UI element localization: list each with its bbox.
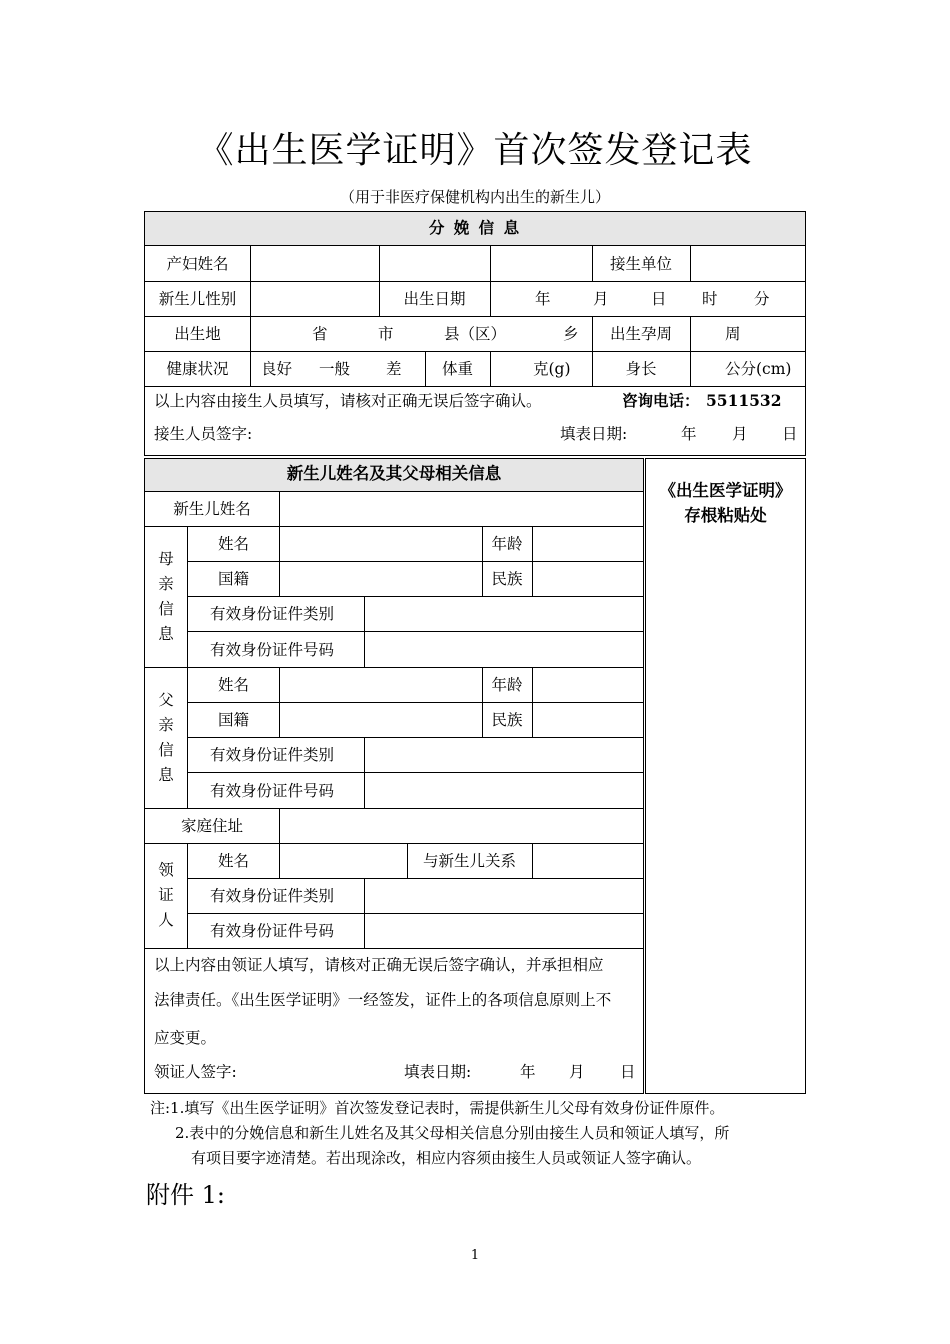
height-unit: 公分(cm) (725, 360, 792, 378)
newborn-header: 新生儿姓名及其父母相关信息 (286, 464, 502, 483)
father-name-input[interactable] (281, 669, 481, 701)
hotline-label: 咨询电话： (622, 391, 700, 410)
note-line3: 有项目要字迹清楚。若出现涂改，相应内容须由接生人员或领证人签字确认。 (191, 1149, 702, 1167)
claimant-relation-label: 与新生儿关系 (422, 852, 516, 870)
weight-unit: 克(g) (533, 360, 571, 378)
note-line1: 注:1.填写《出生医学证明》首次签发登记表时，需提供新生儿父母有效身份证件原件。 (150, 1099, 725, 1117)
gestation-label: 出生孕周 (609, 325, 672, 343)
weight-label: 体重 (441, 360, 473, 378)
city-unit: 市 (378, 325, 394, 343)
delivery-unit-field[interactable] (692, 247, 804, 279)
delivery-fill-month: 月 (732, 425, 748, 443)
province-unit: 省 (312, 325, 328, 343)
note-line2: 2.表中的分娩信息和新生儿姓名及其父母相关信息分别由接生人员和领证人填写，所 (175, 1124, 730, 1142)
birthplace-label: 出生地 (174, 325, 221, 343)
claimant-fill-date-label: 填表日期: (404, 1063, 472, 1081)
claimant-sign-label: 领证人签字: (154, 1063, 237, 1081)
father-id-number-label: 有效身份证件号码 (210, 782, 335, 800)
mother-name-field-extra[interactable] (381, 247, 489, 279)
birth-minute-unit: 分 (754, 290, 770, 308)
hotline-number: 5511532 (706, 391, 782, 410)
father-age-label: 年龄 (491, 676, 523, 694)
gestation-unit: 周 (725, 325, 741, 343)
mother-id-number-input[interactable] (366, 633, 642, 665)
mother-name-field-extra2[interactable] (492, 247, 591, 279)
township-unit: 乡 (563, 325, 579, 343)
stub-box (645, 458, 806, 1094)
newborn-name-label: 新生儿姓名 (173, 500, 251, 518)
birth-day-unit: 日 (651, 290, 667, 308)
father-ethnicity-input[interactable] (534, 704, 642, 736)
father-id-type-label: 有效身份证件类别 (210, 746, 335, 764)
mother-nationality-input[interactable] (281, 563, 481, 595)
health-fair-option[interactable]: 一般 (319, 360, 351, 378)
delivery-confirm-note: 以上内容由接生人员填写，请核对正确无误后签字确认。 (154, 392, 542, 410)
claimant-note-line1: 以上内容由领证人填写，请核对正确无误后签字确认，并承担相应 (154, 956, 604, 974)
father-info-side-label: 父亲信息 (158, 691, 174, 784)
health-poor-option[interactable]: 差 (386, 360, 402, 378)
stub-title-line2: 存根粘贴处 (684, 506, 767, 525)
claimant-fill-year: 年 (520, 1063, 536, 1081)
page-number: 1 (470, 1248, 480, 1263)
mother-name-label: 产妇姓名 (166, 255, 229, 273)
claimant-name-input[interactable] (281, 845, 406, 877)
newborn-name-field[interactable] (281, 493, 642, 525)
claimant-id-type-input[interactable] (366, 880, 642, 912)
delivery-header: 分 娩 信 息 (428, 219, 522, 237)
birth-date-label: 出生日期 (403, 290, 466, 308)
mother-id-type-input[interactable] (366, 598, 642, 630)
father-id-number-input[interactable] (366, 774, 642, 806)
delivery-signer-label: 接生人员签字: (154, 425, 253, 443)
page-subtitle: （用于非医疗保健机构内出生的新生儿） (339, 188, 610, 206)
claimant-note-line2: 法律责任。《出生医学证明》一经签发，证件上的各项信息原则上不 (154, 991, 612, 1009)
father-name-label: 姓名 (218, 676, 250, 694)
baby-sex-field[interactable] (252, 283, 378, 315)
mother-info-side-label: 母亲信息 (158, 550, 174, 643)
birth-hour-unit: 时 (702, 290, 718, 308)
mother-age-input[interactable] (534, 528, 642, 560)
mother-age-label: 年龄 (491, 535, 523, 553)
father-ethnicity-label: 民族 (491, 711, 523, 729)
father-nationality-input[interactable] (281, 704, 481, 736)
claimant-relation-input[interactable] (534, 845, 642, 877)
page-title: 《出生医学证明》首次签发登记表 (197, 130, 753, 171)
claimant-side-label: 领证人 (158, 861, 174, 929)
health-good-option[interactable]: 良好 (261, 360, 293, 378)
attachment-label: 附件 1: (146, 1181, 225, 1209)
delivery-fill-date-label: 填表日期: (560, 425, 628, 443)
mother-name-field[interactable] (252, 247, 378, 279)
birth-month-unit: 月 (593, 290, 609, 308)
father-id-type-input[interactable] (366, 739, 642, 771)
delivery-fill-day: 日 (782, 425, 798, 443)
county-unit: 县（区） (444, 325, 507, 343)
claimant-id-type-label: 有效身份证件类别 (210, 887, 335, 905)
claimant-name-label: 姓名 (218, 852, 250, 870)
mother-name-input[interactable] (281, 528, 481, 560)
health-label: 健康状况 (166, 360, 229, 378)
mother-id-number-label: 有效身份证件号码 (210, 641, 335, 659)
mother-ethnicity-input[interactable] (534, 563, 642, 595)
birth-year-unit: 年 (535, 290, 551, 308)
claimant-id-number-input[interactable] (366, 915, 642, 947)
address-label: 家庭住址 (180, 817, 243, 835)
father-age-input[interactable] (534, 669, 642, 701)
stub-title-line1: 《出生医学证明》 (659, 481, 792, 500)
claimant-note-line3: 应变更。 (154, 1029, 217, 1047)
father-nationality-label: 国籍 (218, 711, 250, 729)
mother-name-label2: 姓名 (218, 535, 250, 553)
claimant-id-number-label: 有效身份证件号码 (210, 922, 335, 940)
mother-id-type-label: 有效身份证件类别 (210, 605, 335, 623)
delivery-fill-year: 年 (681, 425, 697, 443)
mother-nationality-label: 国籍 (218, 570, 250, 588)
claimant-fill-month: 月 (569, 1063, 585, 1081)
claimant-fill-day: 日 (620, 1063, 636, 1081)
height-label: 身长 (625, 360, 657, 378)
address-input[interactable] (281, 810, 642, 842)
baby-sex-label: 新生儿性别 (158, 290, 237, 308)
mother-ethnicity-label: 民族 (491, 570, 523, 588)
delivery-unit-label: 接生单位 (609, 255, 672, 273)
